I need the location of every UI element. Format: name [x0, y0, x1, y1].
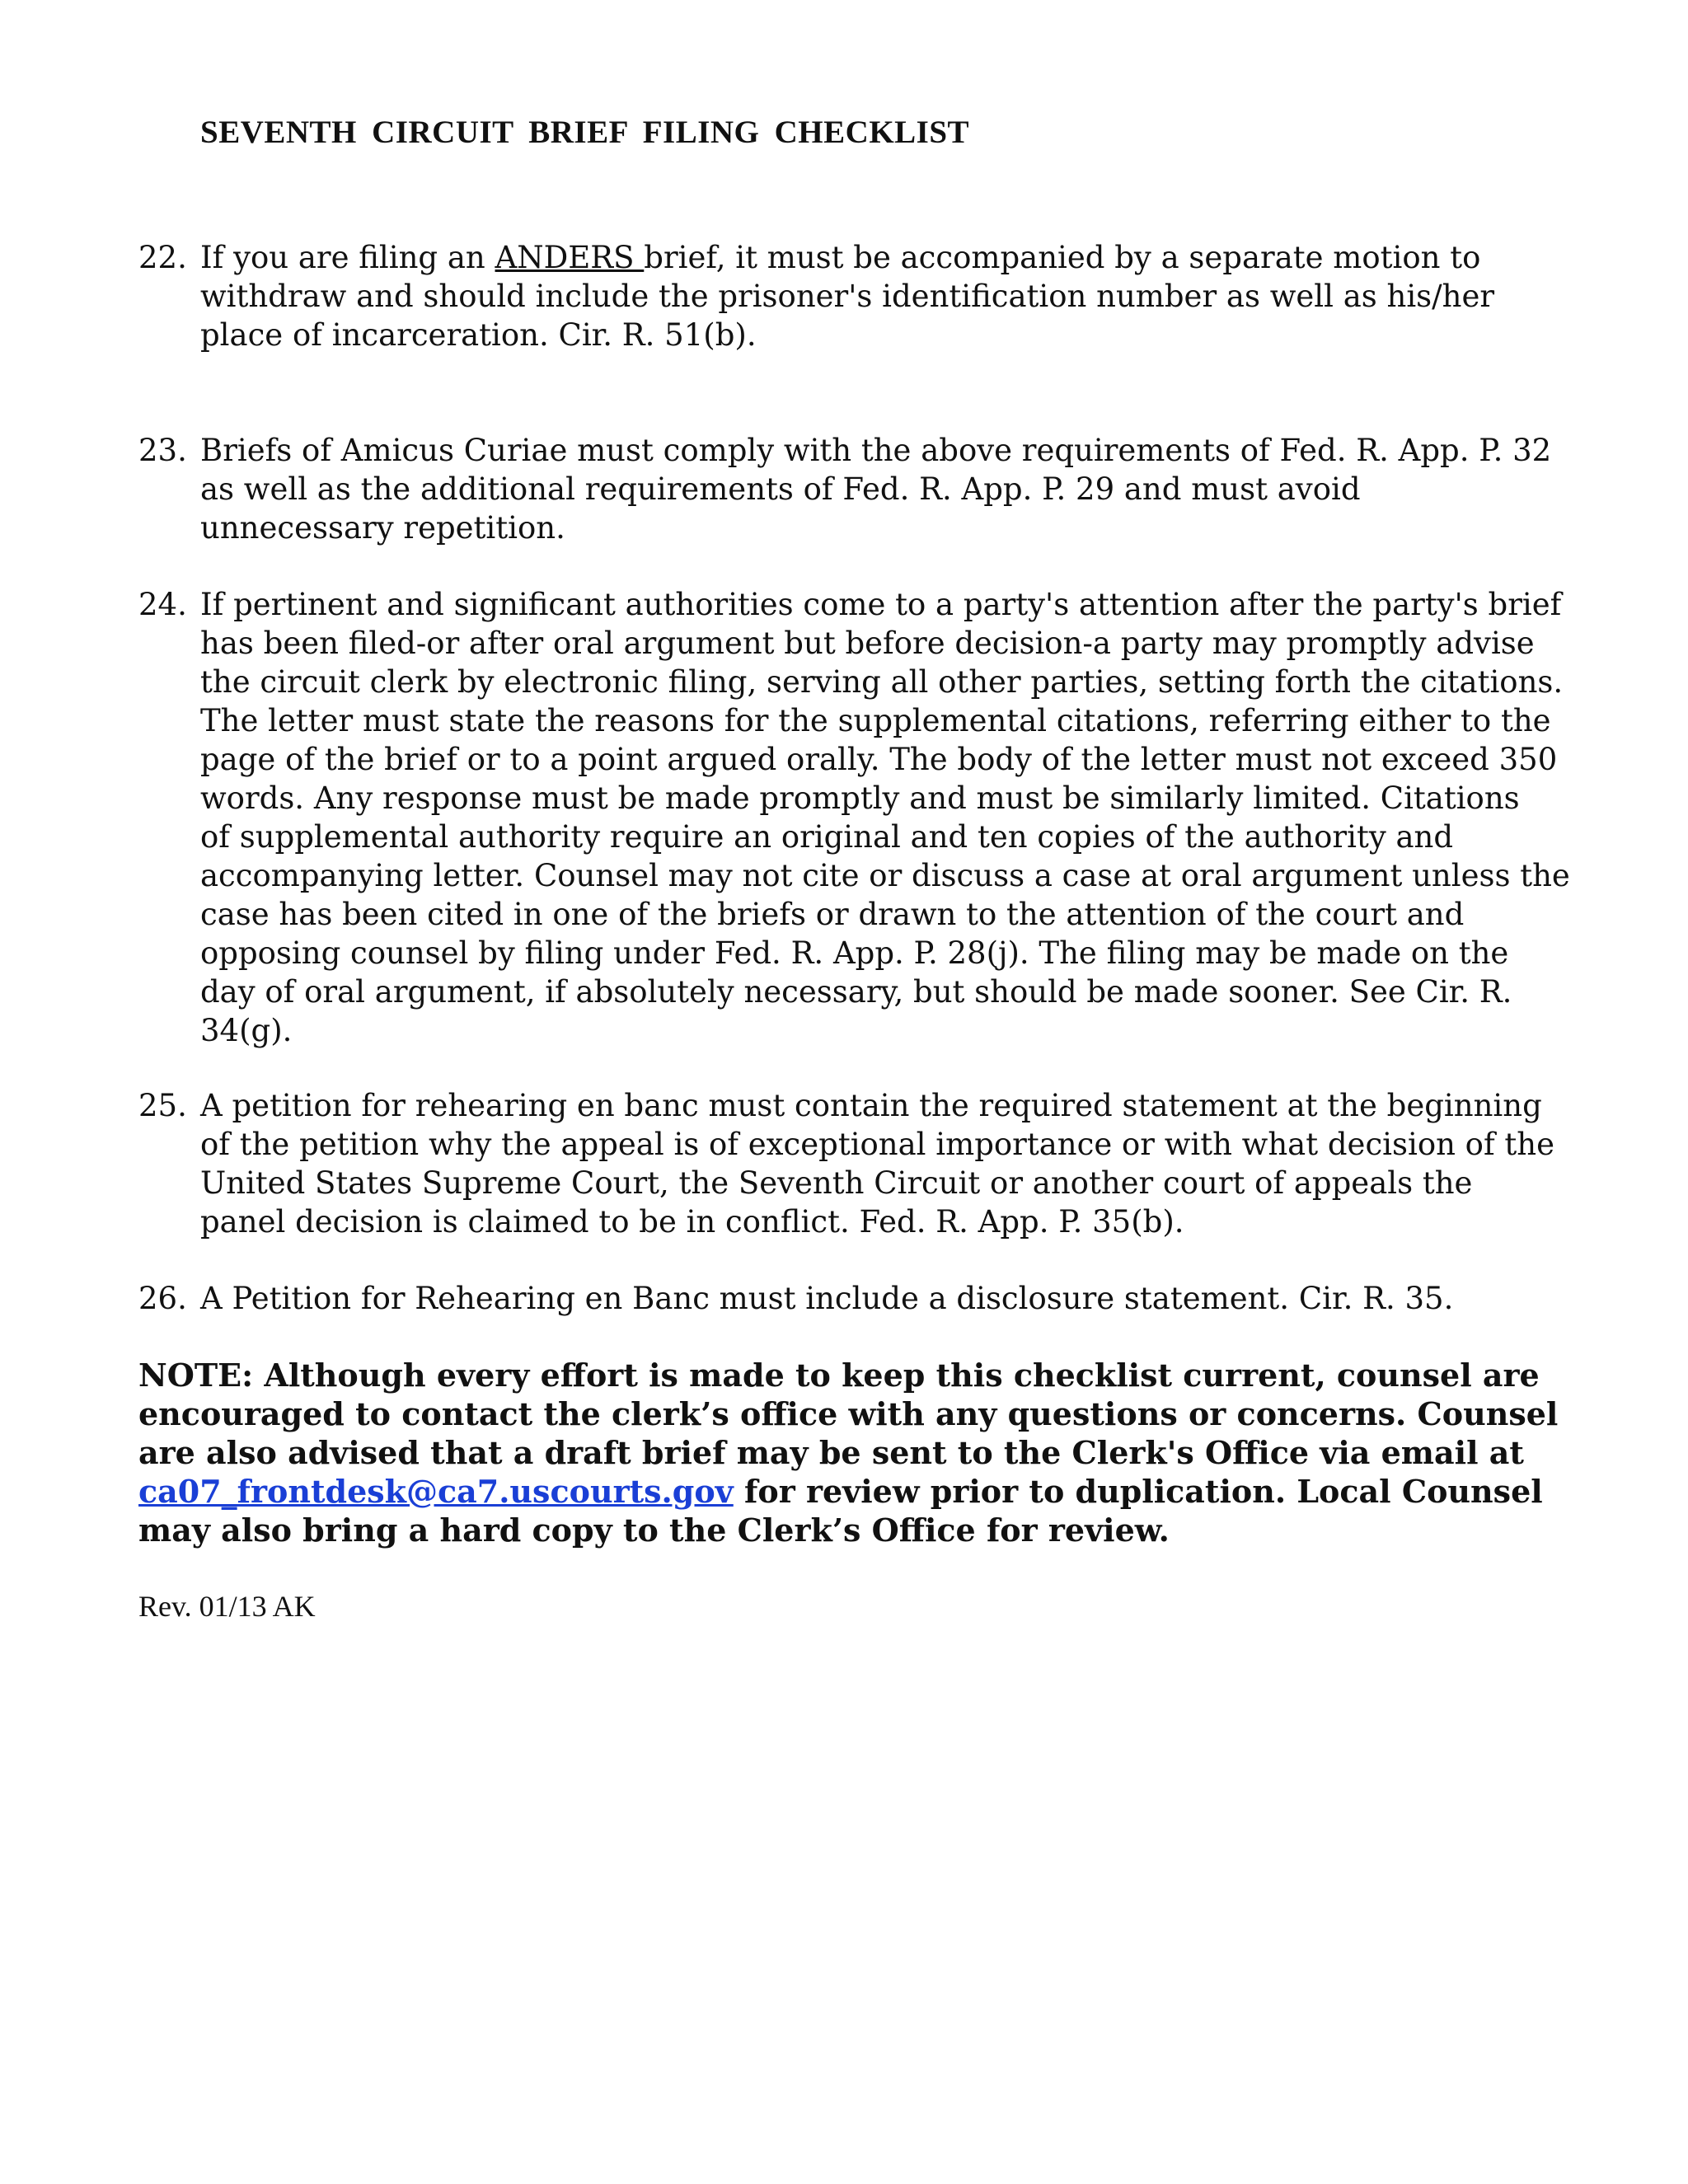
item-line: withdraw and should include the prisoner's identification number as well as his/her — [200, 279, 1495, 314]
item-number: 26. — [138, 1281, 187, 1316]
item-text — [200, 431, 1552, 547]
item-text — [200, 1279, 1548, 1318]
item-number: 24. — [138, 587, 187, 622]
item-line: The letter must state the reasons for the supplemental citations, referring either to the — [200, 703, 1551, 738]
item-line: has been filed-or after oral argument but before decision-a party may promptly advise — [200, 626, 1535, 661]
item-line — [200, 238, 1548, 277]
note-line: are also advised that a draft brief may be sent to the Clerk's Office via email at — [138, 1434, 1524, 1471]
item-text — [200, 238, 1548, 354]
item-line-text: If you are filing an — [200, 240, 495, 275]
note-paragraph — [138, 1356, 1559, 1549]
checklist-item-24 — [138, 585, 1570, 1050]
item-text — [200, 585, 1570, 1050]
note-line: encouraged to contact the clerk’s office with any questions or concerns. Counsel — [138, 1395, 1559, 1432]
item-line: 34(g). — [200, 1013, 293, 1048]
item-line: panel decision is claimed to be in conflict. Fed. R. App. P. 35(b). — [200, 1204, 1184, 1240]
item-line: Briefs of Amicus Curiae must comply with the above requirements of Fed. R. App. P. 32 — [200, 433, 1552, 468]
anders-underlined-text: ANDERS — [495, 240, 645, 275]
item-line: accompanying letter. Counsel may not cite or discuss a case at oral argument unless the — [200, 858, 1570, 893]
item-line: If pertinent and significant authorities come to a party's attention after the party's brief — [200, 587, 1562, 622]
checklist-item-25 — [138, 1086, 1555, 1241]
item-line: opposing counsel by filing under Fed. R. App. P. 28(j). The filing may be made on the — [200, 935, 1509, 971]
item-number: 22. — [138, 240, 187, 275]
item-line: A Petition for Rehearing en Banc must include a disclosure statement. Cir. R. 35. — [200, 1281, 1454, 1316]
item-line: United States Supreme Court, the Seventh Circuit or another court of appeals the — [200, 1165, 1473, 1201]
page-title: SEVENTH CIRCUIT BRIEF FILING CHECKLIST — [200, 115, 970, 150]
email-link[interactable]: ca07_frontdesk@ca7.uscourts.gov — [138, 1473, 734, 1510]
item-line: case has been cited in one of the briefs or drawn to the attention of the court and — [200, 897, 1465, 932]
note-line: may also bring a hard copy to the Clerk’s Office for review. — [138, 1511, 1170, 1549]
item-line: page of the brief or to a point argued orally. The body of the letter must not exceed 350 — [200, 742, 1558, 777]
revision-label: Rev. 01/13 AK — [138, 1590, 316, 1623]
note-line-text: for review prior to duplication. Local Counsel — [733, 1473, 1543, 1510]
item-line: words. Any response must be made promptly and must be similarly limited. Citations — [200, 780, 1520, 816]
checklist-item-26 — [138, 1279, 1548, 1318]
item-number: 25. — [138, 1088, 187, 1123]
item-line: of the petition why the appeal is of exceptional importance or with what decision of the — [200, 1127, 1555, 1162]
item-line: the circuit clerk by electronic filing, serving all other parties, setting forth the citations. — [200, 664, 1564, 700]
item-line: unnecessary repetition. — [200, 510, 565, 546]
checklist-item-23 — [138, 431, 1552, 547]
item-line: place of incarceration. Cir. R. 51(b). — [200, 317, 757, 353]
item-line: A petition for rehearing en banc must contain the required statement at the beginning — [200, 1088, 1542, 1123]
item-number: 23. — [138, 433, 187, 468]
item-line: of supplemental authority require an original and ten copies of the authority and — [200, 819, 1454, 855]
checklist-item-22 — [138, 238, 1548, 354]
item-line: day of oral argument, if absolutely necessary, but should be made sooner. See Cir. R. — [200, 974, 1512, 1010]
item-text — [200, 1086, 1555, 1241]
note-line: NOTE: Although every effort is made to keep this checklist current, counsel are — [138, 1357, 1540, 1394]
item-line-text: brief, it must be accompanied by a separate motion to — [644, 240, 1481, 275]
item-line: as well as the additional requirements of Fed. R. App. P. 29 and must avoid — [200, 471, 1361, 507]
note-line — [138, 1472, 1556, 1511]
